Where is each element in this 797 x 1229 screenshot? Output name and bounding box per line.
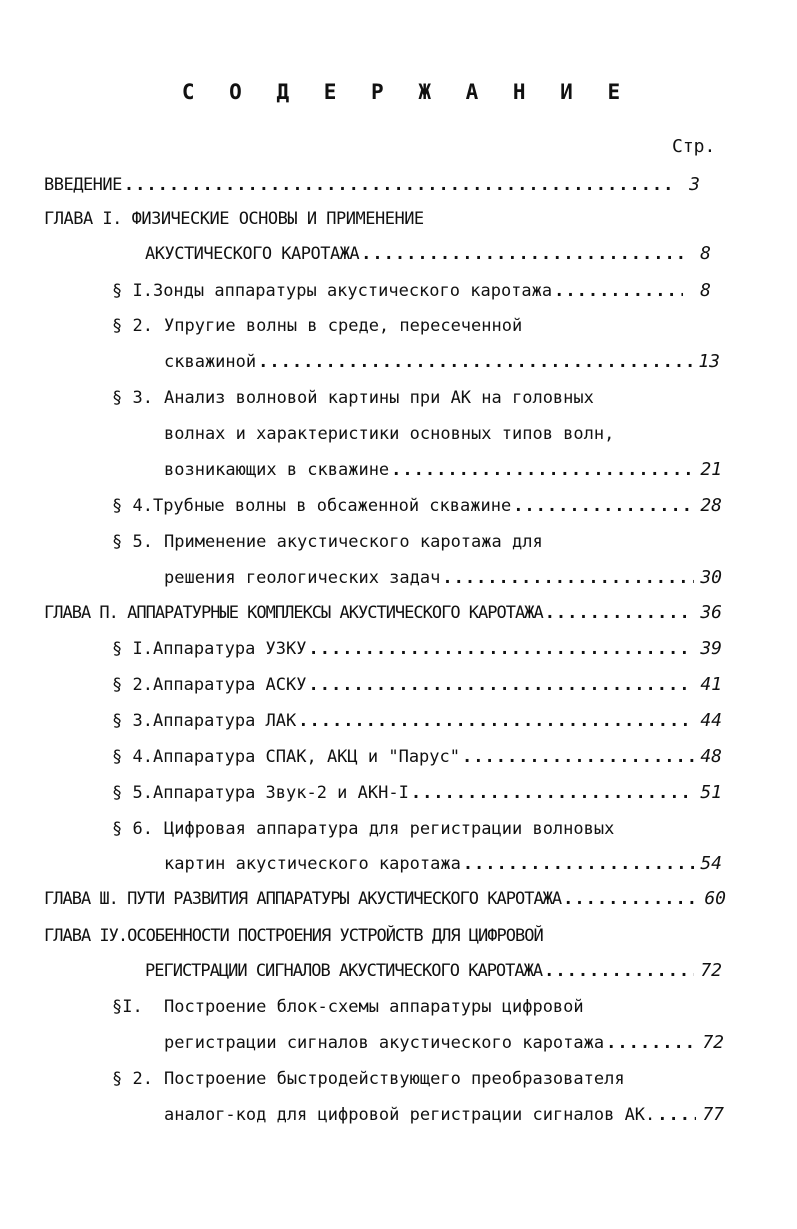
entry-page: 54 bbox=[700, 853, 722, 874]
leader-dots bbox=[258, 351, 692, 373]
toc-entry bbox=[164, 567, 722, 591]
toc-entry bbox=[44, 925, 543, 949]
entry-text: Применение акустического каротажа для bbox=[164, 532, 543, 552]
entry-text: ГЛАВА IУ.ОСОБЕННОСТИ ПОСТРОЕНИЯ УСТРОЙСТВ ДЛЯ ЦИФРОВОЙ bbox=[44, 926, 543, 946]
leader-dots bbox=[563, 888, 698, 910]
toc-entry bbox=[112, 996, 584, 1020]
toc-entry bbox=[145, 960, 722, 984]
entry-text: Упругие волны в среде, пересеченной bbox=[164, 316, 523, 336]
leader-dots bbox=[308, 674, 694, 696]
leader-dots bbox=[361, 243, 683, 265]
entry-text: Построение блок-схемы аппаратуры цифровой bbox=[164, 997, 584, 1017]
entry-page: 44 bbox=[700, 710, 722, 731]
entry-text: РЕГИСТРАЦИИ СИГНАЛОВ АКУСТИЧЕСКОГО КАРОТАЖА bbox=[145, 961, 543, 981]
entry-page: 8 bbox=[700, 243, 711, 264]
entry-page: 36 bbox=[700, 602, 722, 623]
section-marker: §I. bbox=[112, 997, 143, 1017]
toc-entry bbox=[112, 315, 522, 339]
entry-text: АКУСТИЧЕСКОГО КАРОТАЖА bbox=[145, 244, 360, 264]
entry-text: ГЛАВА Ш. ПУТИ РАЗВИТИЯ АППАРАТУРЫ АКУСТИЧЕСКОГО КАРОТАЖА bbox=[44, 889, 562, 909]
entry-text: возникающих в скважине bbox=[164, 460, 390, 480]
leader-dots bbox=[657, 1104, 696, 1126]
section-marker: § 5. bbox=[112, 783, 153, 803]
entry-page: 51 bbox=[700, 782, 722, 803]
leader-dots bbox=[554, 280, 683, 302]
entry-page: 72 bbox=[700, 960, 722, 981]
toc-entry bbox=[44, 888, 726, 912]
entry-text: волнах и характеристики основных типов волн, bbox=[164, 424, 615, 444]
entry-page: 60 bbox=[704, 888, 726, 909]
entry-text: Аппаратура АСКУ bbox=[152, 675, 307, 695]
leader-dots bbox=[513, 495, 694, 517]
section-marker: § 3. bbox=[112, 711, 153, 731]
section-marker: § 2. bbox=[112, 316, 153, 336]
toc-entry bbox=[164, 853, 722, 877]
entry-text: аналог-код для цифровой регистрации сигналов АК. bbox=[164, 1105, 656, 1125]
toc-entry bbox=[112, 495, 722, 519]
entry-page: 39 bbox=[700, 638, 722, 659]
entry-page: 72 bbox=[702, 1032, 724, 1053]
toc-entry bbox=[112, 531, 543, 555]
section-marker: § 4. bbox=[112, 747, 153, 767]
toc-entry bbox=[112, 280, 711, 304]
toc-entry bbox=[164, 351, 720, 375]
toc-entry bbox=[112, 746, 722, 770]
entry-text: скважиной bbox=[164, 352, 257, 372]
entry-text: Зонды аппаратуры акустического каротажа bbox=[152, 281, 553, 301]
section-marker: § 2. bbox=[112, 675, 153, 695]
section-marker: § I. bbox=[112, 281, 153, 301]
entry-page: 41 bbox=[700, 674, 722, 695]
leader-dots bbox=[544, 960, 694, 982]
entry-page: 21 bbox=[700, 459, 722, 480]
toc-entry bbox=[112, 710, 722, 734]
toc-entry bbox=[145, 243, 711, 267]
entry-page: 3 bbox=[689, 174, 700, 195]
entry-text: ВВЕДЕНИЕ bbox=[44, 175, 122, 195]
entry-text: Цифровая аппаратура для регистрации волновых bbox=[164, 819, 615, 839]
toc-entry bbox=[164, 423, 614, 447]
entry-page: 8 bbox=[700, 280, 711, 301]
toc-entry bbox=[44, 208, 424, 232]
leader-dots bbox=[545, 602, 694, 624]
entry-text: картин акустического каротажа bbox=[164, 854, 461, 874]
leader-dots bbox=[606, 1032, 696, 1054]
page-title: С О Д Е Р Ж А Н И Е bbox=[181, 80, 632, 104]
entry-text: Трубные волны в обсаженной скважине bbox=[152, 496, 512, 516]
leader-dots bbox=[308, 638, 694, 660]
entry-text: Аппаратура ЛАК bbox=[152, 711, 297, 731]
leader-dots bbox=[391, 459, 694, 481]
toc-entry bbox=[112, 782, 722, 806]
section-marker: § 2. bbox=[112, 1069, 153, 1089]
section-marker: § I. bbox=[112, 639, 153, 659]
entry-text: ГЛАВА I. ФИЗИЧЕСКИЕ ОСНОВЫ И ПРИМЕНЕНИЕ bbox=[44, 209, 424, 229]
entry-text: ГЛАВА П. АППАРАТУРНЫЕ КОМПЛЕКСЫ АКУСТИЧЕСКОГО КАРОТАЖА bbox=[44, 603, 543, 623]
entry-text: регистрации сигналов акустического каротажа bbox=[164, 1033, 605, 1053]
leader-dots bbox=[462, 746, 694, 768]
toc-entry bbox=[112, 674, 722, 698]
entry-text: Анализ волновой картины при АК на головных bbox=[164, 388, 594, 408]
section-marker: § 3. bbox=[112, 388, 153, 408]
toc-entry bbox=[164, 1032, 724, 1056]
entry-text: решения геологических задач bbox=[164, 568, 441, 588]
leader-dots bbox=[411, 782, 694, 804]
entry-text: Аппаратура СПАК, АКЦ и "Парус" bbox=[152, 747, 460, 767]
leader-dots bbox=[442, 567, 694, 589]
toc-entry bbox=[112, 818, 614, 842]
entry-text: Аппаратура УЗКУ bbox=[152, 639, 307, 659]
section-marker: § 5. bbox=[112, 532, 153, 552]
entry-page: 28 bbox=[700, 495, 722, 516]
leader-dots bbox=[298, 710, 694, 732]
entry-page: 13 bbox=[698, 351, 720, 372]
entry-text: Построение быстродействующего преобразователя bbox=[164, 1069, 625, 1089]
toc-entry bbox=[112, 387, 594, 411]
toc-entry bbox=[164, 459, 722, 483]
entry-page: 77 bbox=[702, 1104, 724, 1125]
section-marker: § 6. bbox=[112, 819, 153, 839]
entry-page: 30 bbox=[700, 567, 722, 588]
leader-dots bbox=[124, 174, 672, 196]
leader-dots bbox=[463, 853, 694, 875]
entry-text: Аппаратура Звук-2 и АКН-I bbox=[152, 783, 409, 803]
page-column-header: Стр. bbox=[672, 136, 716, 157]
entry-page: 48 bbox=[700, 746, 722, 767]
toc-entry bbox=[112, 1068, 625, 1092]
toc-entry bbox=[44, 602, 722, 626]
toc-entry bbox=[44, 174, 700, 198]
toc-entry bbox=[112, 638, 722, 662]
toc-entry bbox=[164, 1104, 724, 1128]
section-marker: § 4. bbox=[112, 496, 153, 516]
